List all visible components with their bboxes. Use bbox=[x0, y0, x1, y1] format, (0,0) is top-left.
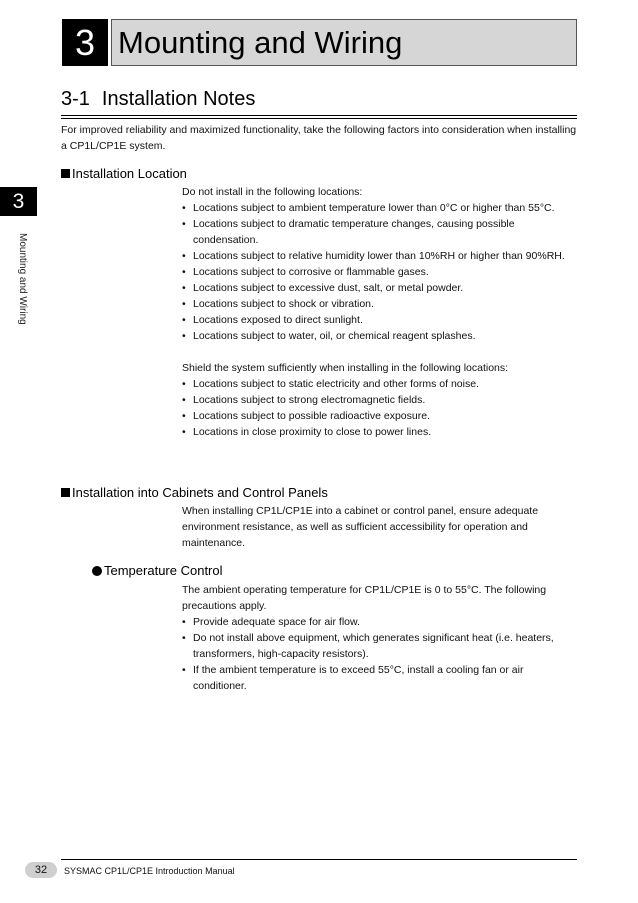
temperature-text: The ambient operating temperature for CP1L/CP1E is 0 to 55°C. The following precautions apply. bbox=[182, 584, 547, 612]
side-chapter-tab: 3 bbox=[0, 187, 37, 216]
chapter-title-box bbox=[111, 19, 577, 66]
shield-locations-list bbox=[182, 376, 580, 440]
section-title: Installation Notes bbox=[101, 88, 256, 110]
manual-title: SYSMAC CP1L/CP1E Introduction Manual bbox=[64, 866, 235, 876]
list-item: • If the ambient temperature is to exceed 55°C, install a cooling fan or air conditioner. bbox=[182, 662, 580, 694]
list-item: • Locations subject to relative humidity lower than 10%RH or higher than 90%RH. bbox=[182, 248, 580, 264]
side-chapter-label: Mounting and Wiring bbox=[17, 233, 28, 325]
avoid-locations-list bbox=[182, 200, 580, 344]
square-bullet-icon bbox=[61, 169, 70, 178]
section-rule bbox=[61, 115, 577, 116]
cabinets-text: When installing CP1L/CP1E into a cabinet or control panel, ensure adequate environment resistance, as well as sufficient accessibility for operation and maintenance. bbox=[182, 505, 539, 549]
list-item: • Provide adequate space for air flow. bbox=[182, 614, 580, 630]
list-item: • Locations subject to water, oil, or chemical reagent splashes. bbox=[182, 328, 580, 344]
circle-bullet-icon bbox=[92, 566, 102, 576]
installation-location-body bbox=[182, 184, 580, 440]
list-item: • Locations subject to excessive dust, salt, or metal powder. bbox=[182, 280, 580, 296]
list-item: • Locations subject to possible radioactive exposure. bbox=[182, 408, 580, 424]
list-item: • Locations in close proximity to close to power lines. bbox=[182, 424, 580, 440]
temperature-control-heading: Temperature Control bbox=[92, 562, 223, 580]
shield-lead-text: Shield the system sufficiently when installing in the following locations: bbox=[182, 362, 509, 374]
intro-paragraph: For improved reliability and maximized functionality, take the following factors into consideration when installing a CP1L/CP1E system. bbox=[61, 124, 577, 152]
temperature-control-body bbox=[182, 582, 580, 694]
chapter-title: Mounting and Wiring bbox=[118, 25, 403, 60]
section-rule bbox=[61, 118, 577, 119]
section-number: 3-1 bbox=[61, 88, 90, 110]
page-number: 32 bbox=[25, 862, 57, 878]
cabinets-body bbox=[182, 503, 580, 551]
list-item: • Locations subject to strong electromagnetic fields. bbox=[182, 392, 580, 408]
list-item: • Locations subject to ambient temperature lower than 0°C or higher than 55°C. bbox=[182, 200, 580, 216]
footer-rule bbox=[61, 859, 577, 860]
installation-location-heading: Installation Location bbox=[61, 165, 187, 183]
list-item: • Locations subject to corrosive or flammable gases. bbox=[182, 264, 580, 280]
list-item: • Locations subject to shock or vibration. bbox=[182, 296, 580, 312]
list-item: • Locations subject to dramatic temperature changes, causing possible condensation. bbox=[182, 216, 580, 248]
list-item: • Locations subject to static electricity and other forms of noise. bbox=[182, 376, 580, 392]
list-item: • Do not install above equipment, which generates significant heat (i.e. heaters, transformers, high-capacity resistors). bbox=[182, 630, 580, 662]
lead-text: Do not install in the following locations: bbox=[182, 186, 363, 198]
section-heading bbox=[61, 86, 255, 112]
chapter-number: 3 bbox=[62, 19, 108, 66]
square-bullet-icon bbox=[61, 488, 70, 497]
cabinets-heading: Installation into Cabinets and Control Panels bbox=[61, 484, 328, 502]
temperature-precautions-list bbox=[182, 614, 580, 694]
list-item: • Locations exposed to direct sunlight. bbox=[182, 312, 580, 328]
